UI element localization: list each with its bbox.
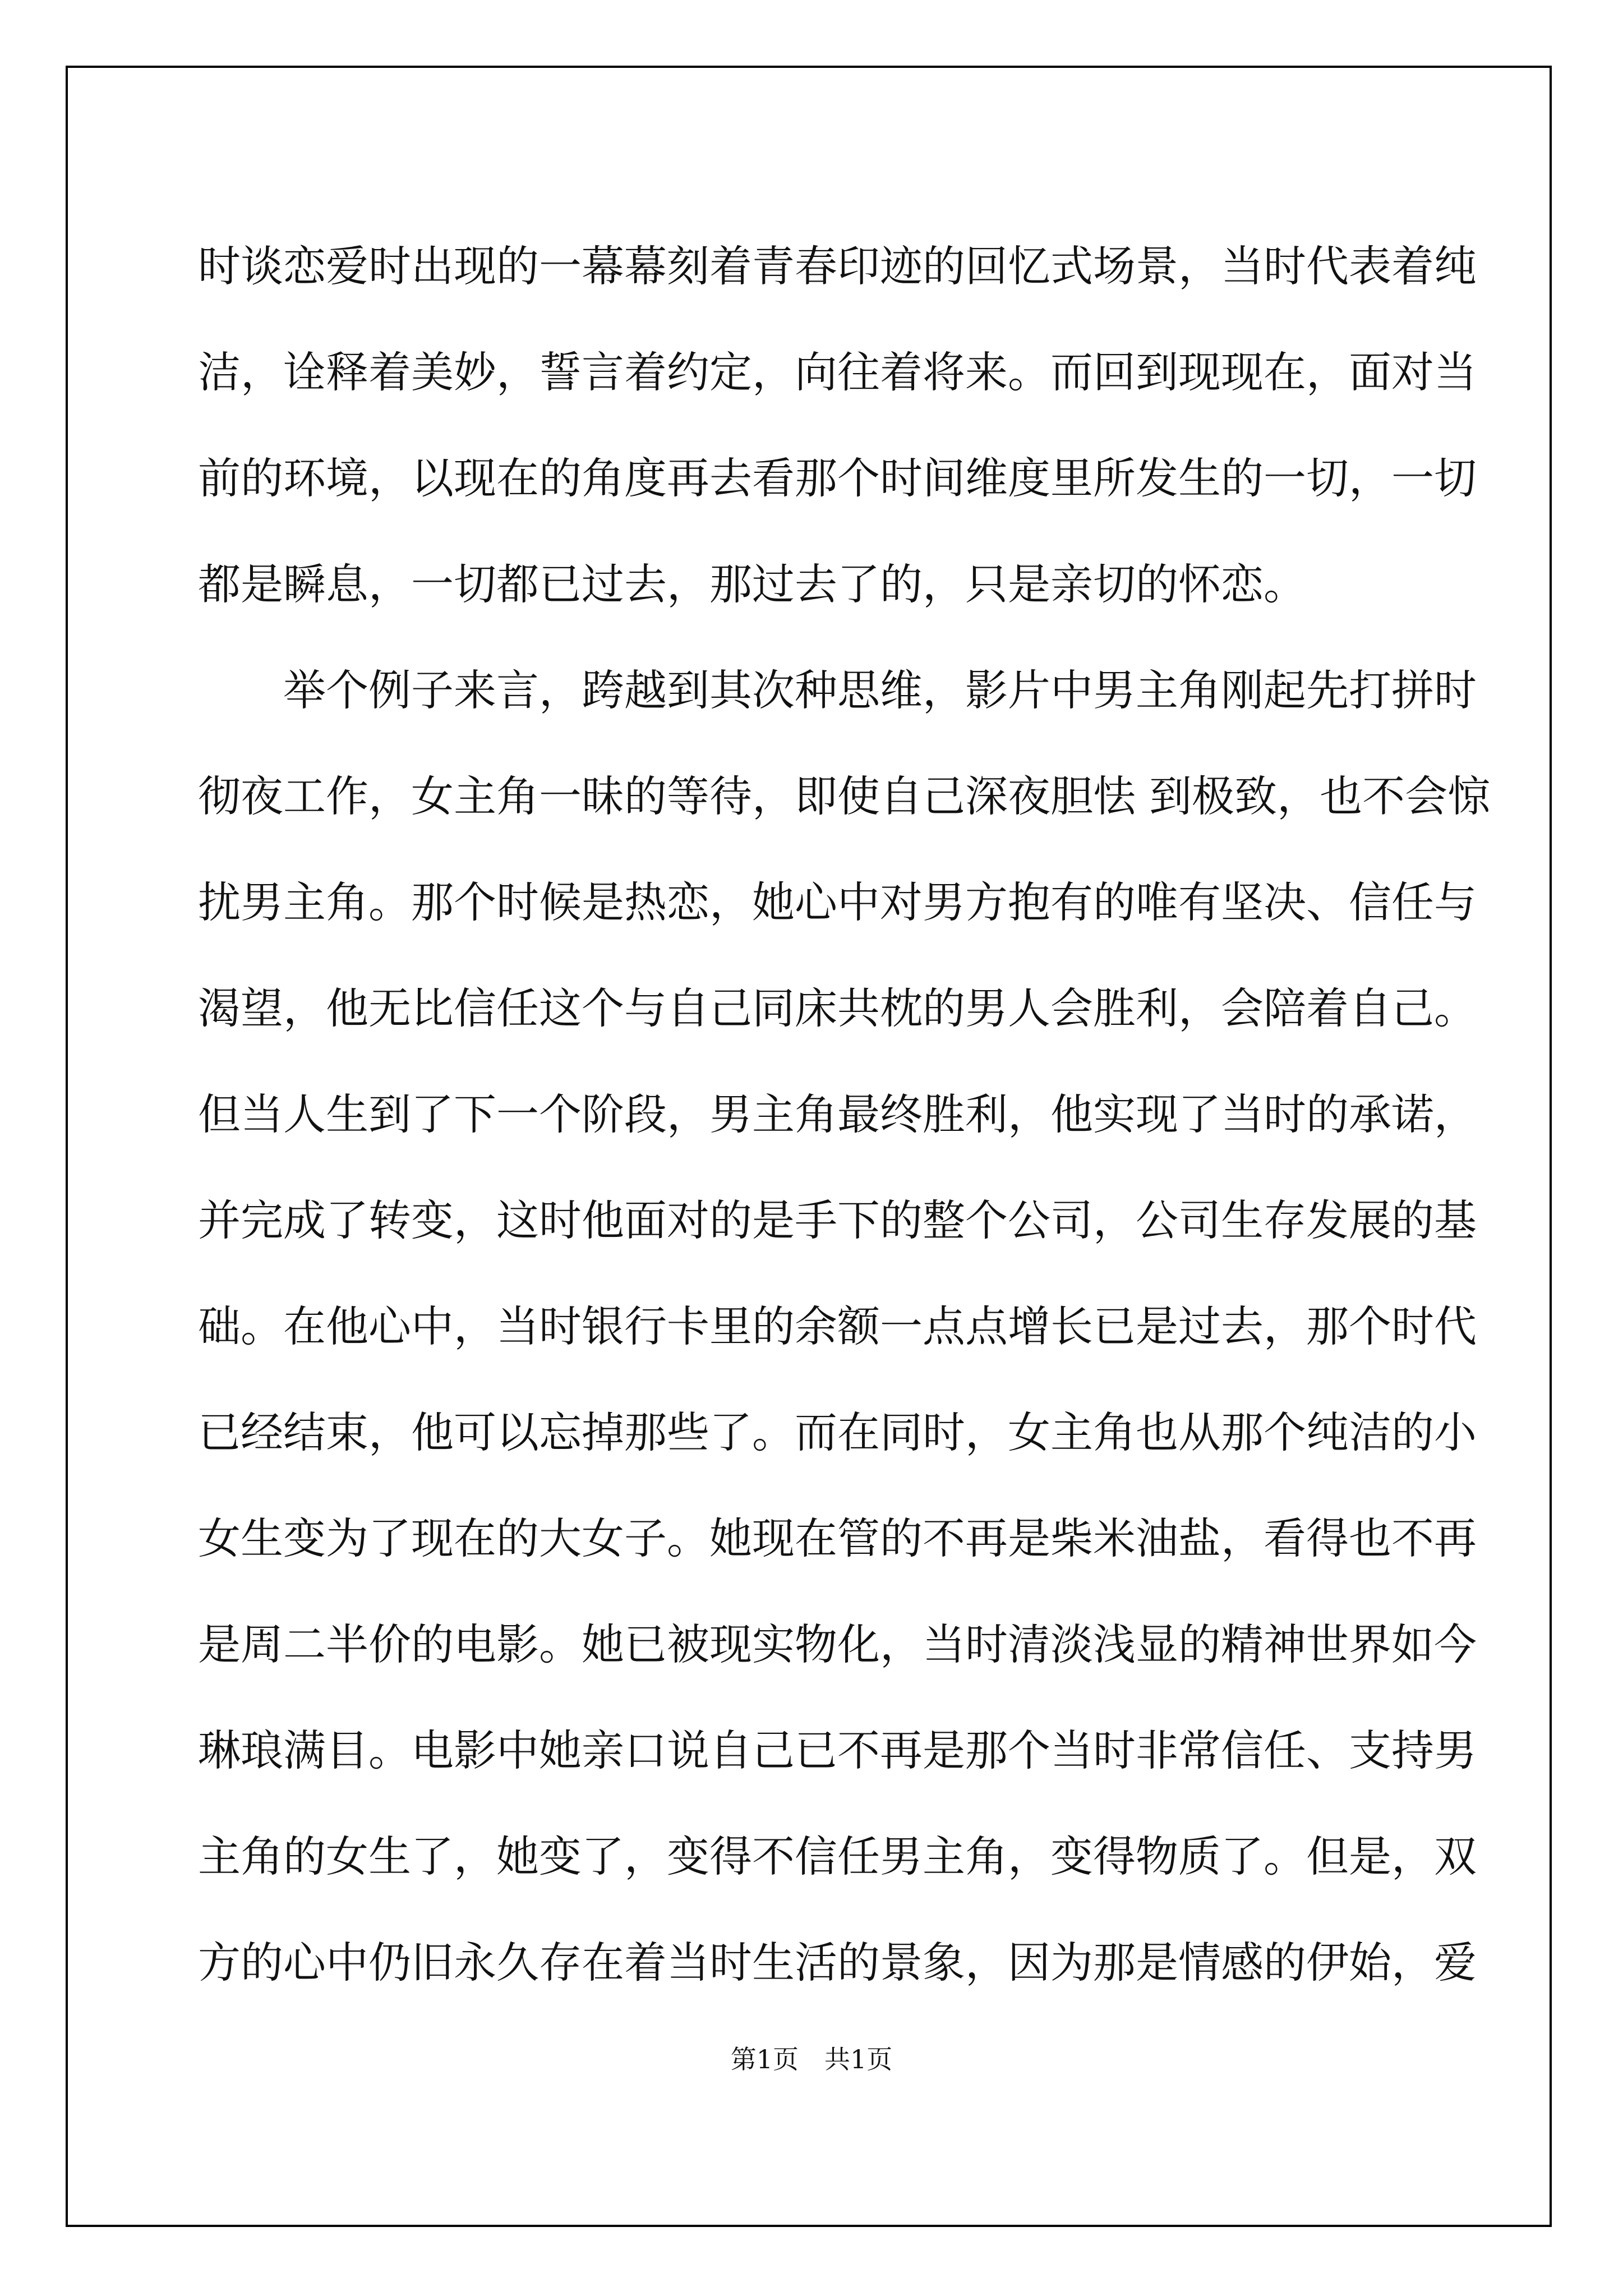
- document-body: [198, 213, 1491, 2016]
- text-line: 洁，诠释着美妙，誓言着约定，向往着将来。而回到现现在，面对当: [198, 347, 1477, 397]
- text-line: 方的心中仍旧永久存在着当时生活的景象，因为那是情感的伊始，爱: [198, 1938, 1477, 1987]
- text-line: 前的环境，以现在的角度再去看那个时间维度里所发生的一切，一切: [198, 453, 1477, 503]
- text-line: 女生变为了现在的大女子。她现在管的不再是柴米油盐，看得也不再: [198, 1513, 1477, 1563]
- text-line: 是周二半价的电影。她已被现实物化，当时清淡浅显的精神世界如今: [198, 1619, 1477, 1669]
- text-line: 但当人生到了下一个阶段，男主角最终胜利，他实现了当时的承诺，: [198, 1089, 1477, 1139]
- text-line: 已经结束，他可以忘掉那些了。而在同时，女主角也从那个纯洁的小: [198, 1407, 1477, 1457]
- text-line: 并完成了转变，这时他面对的是手下的整个公司，公司生存发展的基: [198, 1195, 1477, 1245]
- text-line: 主角的女生了，她变了，变得不信任男主角，变得物质了。但是，双: [198, 1832, 1477, 1881]
- text-line: 渴望，他无比信任这个与自己同床共枕的男人会胜利，会陪着自己。: [198, 983, 1477, 1033]
- text-line: 彻夜工作，女主角一昧的等待，即使自己深夜胆怯 到极致，也不会惊: [198, 771, 1491, 821]
- text-line: 琳琅满目。电影中她亲口说自己已不再是那个当时非常信任、支持男: [198, 1726, 1477, 1775]
- page-footer: 第1页 共1页: [730, 2044, 893, 2074]
- text-line: 都是瞬息，一切都已过去，那过去了的，只是亲切的怀恋。: [198, 559, 1306, 609]
- text-line: 举个例子来言，跨越到其次种思维，影片中男主角刚起先打拼时: [283, 665, 1477, 715]
- text-line: 础。在他心中，当时银行卡里的余额一点点增长已是过去，那个时代: [198, 1301, 1477, 1351]
- text-line: 时谈恋爱时出现的一幕幕刻着青春印迹的回忆式场景，当时代表着纯: [198, 241, 1477, 291]
- text-line: 扰男主角。那个时候是热恋，她心中对男方抱有的唯有坚决、信任与: [198, 877, 1477, 927]
